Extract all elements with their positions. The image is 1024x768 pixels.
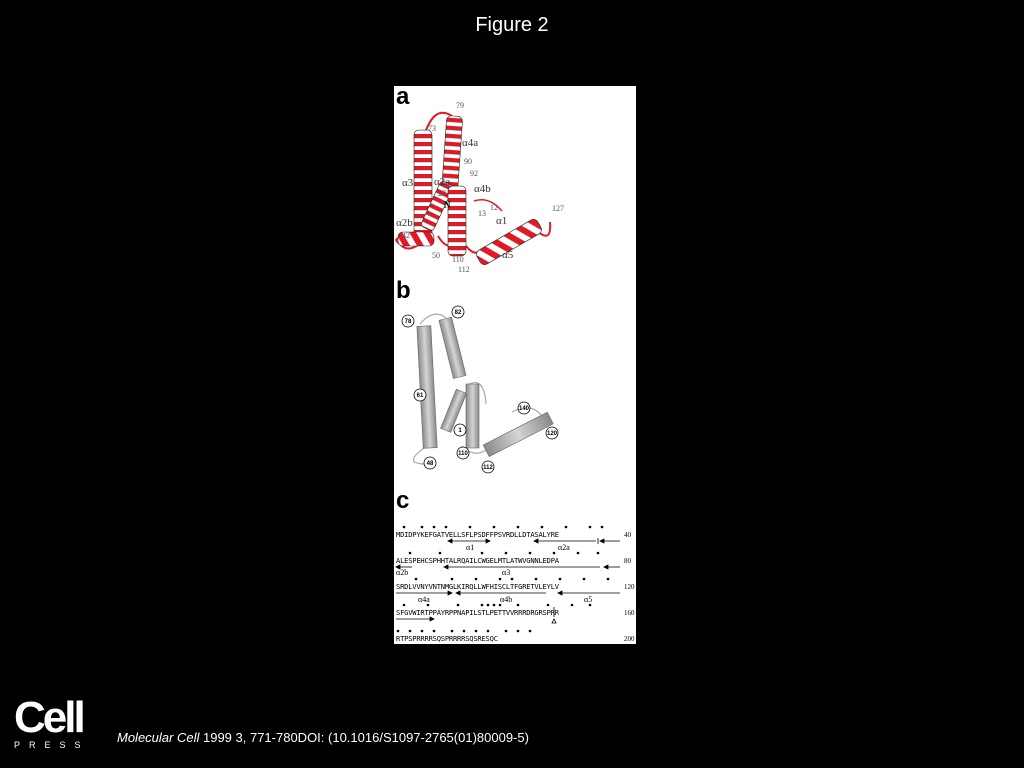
residue-label-79: 79 [456, 101, 464, 110]
residue-label-12: 12 [490, 203, 498, 212]
sequence-row-5: RTPSPRRRRSQSPRRRRSQSRESQC [396, 634, 498, 643]
n-terminus-label: N [444, 200, 451, 210]
residue-label-112: 112 [458, 265, 470, 274]
figure-panel [394, 86, 636, 644]
panel-b-label: b [396, 277, 411, 304]
helix-label-a3: α3 [402, 177, 414, 189]
helix-label-a1: α1 [496, 215, 508, 227]
sequence-element-a4a: α4a [418, 595, 430, 604]
figure-drawing [394, 86, 636, 644]
helix-label-a4b: α4b [474, 183, 491, 195]
residue-label-110: 110 [452, 255, 464, 264]
residue-label-50: 50 [432, 251, 440, 260]
sequence-element-a2a: α2a [558, 543, 570, 552]
citation-details: 1999 3, 771-780DOI: (10.1016/S1097-2765(01)80009-5) [199, 730, 529, 745]
sequence-element-a2b: α2b [396, 568, 409, 577]
sequence-element-a5: α5 [584, 595, 593, 604]
sequence-row-3: SRDLVVNYVNTNMGLKIRQLLWFHISCLTFGRETVLEYLV [396, 582, 559, 591]
cylinder-residue-78: 78 [404, 319, 412, 325]
cylinder-residue-112: 112 [483, 465, 493, 471]
sequence-row-2-end: 80 [624, 557, 631, 565]
sequence-element-a4b: α4b [500, 595, 513, 604]
panel-a-label: a [396, 86, 410, 110]
residue-label-42: 42 [402, 231, 410, 240]
sequence-row-3-end: 120 [624, 583, 635, 591]
cylinder-residue-120: 120 [546, 431, 558, 437]
cylinder-residue-61: 61 [416, 393, 424, 399]
residue-label-127: 127 [552, 204, 564, 213]
figure-title: Figure 2 [475, 14, 549, 36]
helix-label-a2a: α2a [434, 176, 451, 188]
logo-press-text: PRESS [14, 740, 90, 750]
sequence-row-2: ALESPEHCSPHHTALRQAILCWGELMTLATWVGNNLEDPA [396, 556, 559, 565]
helix-label-a5: α5 [502, 249, 514, 261]
sequence-row-1-end: 40 [624, 531, 631, 539]
helix-label-a4a: α4a [462, 137, 479, 149]
sequence-element-a1: α1 [466, 543, 475, 552]
cylinder-residue-140: 140 [518, 406, 530, 412]
cylinder-diagram [413, 314, 553, 464]
logo-wordmark: Cell [14, 693, 83, 742]
residue-label-27: 27 [438, 189, 446, 198]
cylinder-residue-48: 48 [426, 461, 434, 467]
cylinder-residue-1: 1 [458, 428, 462, 434]
residue-label-73: 73 [428, 124, 436, 133]
cylinder-residue-82: 82 [454, 310, 462, 316]
citation [117, 730, 529, 745]
journal-name: Molecular Cell [117, 730, 200, 745]
sequence-row-1: MDIDPYKEFGATVELLSFLPSDFFPSVRDLLDTASALYRE [396, 530, 559, 539]
residue-label-90: 90 [464, 157, 472, 166]
sequence-row-5-end: 200 [624, 635, 635, 643]
residue-label-92: 92 [470, 169, 478, 178]
sequence-row-4: SFGVWIRTPPAYRPPNAPILSTLPETTVVRRRDRGRSPRR [396, 608, 559, 617]
residue-label-13: 13 [478, 209, 486, 218]
cylinder-residue-110: 110 [458, 451, 468, 457]
helix-label-a2b: α2b [396, 217, 413, 229]
panel-c-label: c [396, 487, 410, 514]
cell-press-logo [14, 693, 90, 750]
sequence-row-4-end: 160 [624, 609, 635, 617]
sequence-element-a3: α3 [502, 568, 511, 577]
